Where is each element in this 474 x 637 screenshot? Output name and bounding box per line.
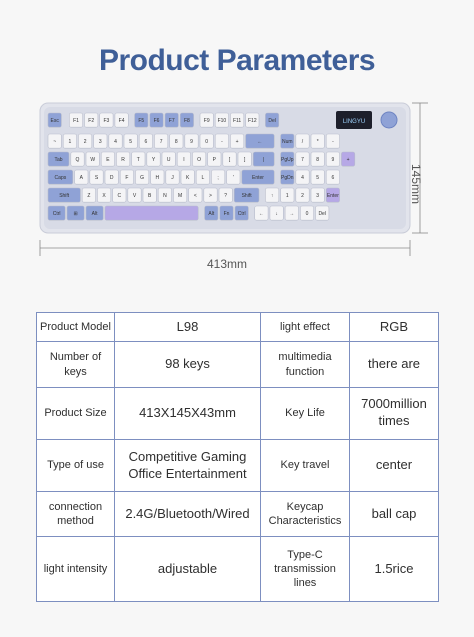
- keycap-legend: 3: [316, 193, 320, 200]
- param-value: L98: [115, 313, 261, 342]
- keycap-legend: +: [346, 157, 350, 164]
- keycap-legend: X: [102, 193, 106, 200]
- keycap-legend: 3: [98, 139, 102, 146]
- keycap-legend: Num: [282, 139, 293, 146]
- keycap-legend: Tab: [54, 157, 63, 164]
- keycap-legend: F6: [153, 118, 160, 125]
- keycap-legend: F3: [103, 118, 110, 125]
- keyboard-screen-text: LINGYU: [342, 119, 366, 125]
- keycap-legend: -: [332, 139, 334, 146]
- keycap-legend: F5: [138, 118, 145, 125]
- keycap-legend: Ctrl: [237, 211, 246, 218]
- keycap-legend: Del: [318, 211, 326, 218]
- keycap-legend: ←: [258, 211, 264, 218]
- param-value: Competitive Gaming Office Entertainment: [115, 439, 261, 491]
- keyboard-illustration: [0, 0, 474, 290]
- width-label: 413mm: [207, 257, 248, 271]
- keycap-legend: B: [148, 193, 152, 200]
- keycap-legend: /: [301, 139, 304, 146]
- param-value: adjustable: [115, 537, 261, 602]
- keycap-legend: ': [232, 175, 234, 182]
- param-label: Type of use: [37, 439, 115, 491]
- keycap-legend: Ctrl: [52, 211, 61, 218]
- keycap-legend: Y: [151, 157, 156, 164]
- keycap-legend: F12: [247, 118, 257, 125]
- keycap-legend: Q: [75, 157, 80, 164]
- param-label: Number of keys: [37, 342, 115, 387]
- keycap-legend: PgDn: [281, 175, 294, 182]
- volume-knob: [381, 112, 397, 128]
- keycap-legend: ?: [224, 193, 228, 200]
- keycap-legend: *: [316, 139, 319, 146]
- keycap-legend: <: [193, 193, 197, 200]
- keycap-legend: ↑: [270, 193, 274, 200]
- param-label: Keycap Characteristics: [261, 492, 350, 537]
- param-value: RGB: [350, 313, 439, 342]
- keycap-legend: V: [132, 193, 137, 200]
- keycap-legend: Alt: [208, 211, 215, 218]
- keycap-legend: E: [106, 157, 110, 164]
- keycap-legend: Del: [268, 118, 276, 125]
- param-value: there are: [350, 342, 439, 387]
- param-value: center: [350, 439, 439, 491]
- keycap-legend: 9: [190, 139, 193, 146]
- keycap-legend: ]: [244, 157, 246, 164]
- keycap-legend: F: [125, 175, 129, 182]
- keycap-legend: |: [263, 157, 265, 164]
- param-label: multimedia function: [261, 342, 350, 387]
- param-label: Key travel: [261, 439, 350, 491]
- keycap-legend: >: [209, 193, 212, 200]
- keycap-legend: 1: [68, 139, 72, 146]
- keycap-legend: U: [166, 157, 171, 164]
- keycap-legend: R: [121, 157, 125, 164]
- param-value: 413X145X43mm: [115, 387, 261, 439]
- param-value: 2.4G/Bluetooth/Wired: [115, 492, 261, 537]
- param-value: ball cap: [350, 492, 439, 537]
- keycap-legend: Enter: [252, 175, 264, 182]
- param-label: connection method: [37, 492, 115, 537]
- keycap-legend: I: [183, 157, 185, 164]
- table-row: [37, 492, 439, 537]
- keycap-legend: 4: [114, 139, 117, 146]
- param-label: Product Model: [37, 313, 115, 342]
- keycap-legend: 6: [331, 175, 335, 182]
- keycap-legend: 2: [83, 139, 87, 146]
- param-value: 98 keys: [115, 342, 261, 387]
- param-label: Key Life: [261, 387, 350, 439]
- keycap-legend: T: [136, 157, 140, 164]
- keycap-legend: Shift: [241, 193, 252, 200]
- keycap-legend: S: [94, 175, 99, 182]
- param-label: Product Size: [37, 387, 115, 439]
- keycap-legend: ~: [53, 139, 57, 146]
- keycap-legend: N: [163, 193, 167, 200]
- keycap-legend: 0: [305, 211, 309, 218]
- keycap-legend: +: [235, 139, 239, 146]
- keycap-legend: 0: [205, 139, 209, 146]
- keyboard-drawing: [0, 0, 474, 290]
- keycap-legend: 8: [316, 157, 320, 164]
- param-value: 1.5rice: [350, 537, 439, 602]
- keycap-legend: 7: [159, 139, 163, 146]
- keycap-legend: W: [90, 157, 96, 164]
- keycap: [105, 206, 198, 220]
- keycap-legend: Alt: [91, 211, 98, 218]
- param-label: light intensity: [37, 537, 115, 602]
- keycap-legend: 4: [301, 175, 304, 182]
- keycap-legend: Shift: [59, 193, 70, 200]
- keycap-legend: H: [155, 175, 160, 182]
- table-row: [37, 313, 439, 342]
- keycap-legend: J: [171, 175, 174, 182]
- keycap-legend: PgUp: [281, 157, 294, 164]
- keycap-legend: F11: [232, 118, 242, 125]
- keycap-legend: F8: [183, 118, 190, 125]
- keycap-legend: 1: [285, 193, 289, 200]
- keycap-legend: O: [197, 157, 202, 164]
- keycap-legend: 9: [331, 157, 335, 164]
- table-row: [37, 342, 439, 387]
- keycap-legend: K: [186, 175, 190, 182]
- table-row: [37, 439, 439, 491]
- keycap-legend: A: [79, 175, 83, 182]
- keycap-legend: D: [109, 175, 114, 182]
- param-label: Type-C transmission lines: [261, 537, 350, 602]
- keycap-legend: →: [289, 211, 295, 218]
- keycap-legend: F10: [217, 118, 227, 125]
- keycap-legend: C: [117, 193, 122, 200]
- keycap-legend: F9: [203, 118, 210, 125]
- keycap-legend: ↓: [275, 211, 278, 218]
- keycap-legend: P: [212, 157, 216, 164]
- keycap-legend: ←: [257, 139, 263, 146]
- page-title: Product Parameters: [98, 44, 376, 77]
- param-value: 7000million times: [350, 387, 439, 439]
- keycap-legend: 6: [144, 139, 148, 146]
- parameters-table: [36, 312, 439, 602]
- keycap-legend: F1: [73, 118, 79, 125]
- keycap-legend: -: [221, 139, 223, 146]
- keycap-legend: G: [140, 175, 145, 182]
- keycap-legend: Fn: [223, 211, 230, 218]
- keycap-legend: F4: [118, 118, 125, 125]
- keycap-legend: F7: [168, 118, 175, 125]
- keycap-legend: 7: [301, 157, 304, 164]
- keycap-legend: 8: [174, 139, 178, 146]
- keycap-legend: L: [201, 175, 205, 182]
- keycap-legend: ⊞: [73, 211, 78, 218]
- keycap-legend: Enter: [326, 193, 339, 200]
- param-label: light effect: [261, 313, 350, 342]
- keycap-legend: Caps: [54, 175, 67, 182]
- height-label: 145mm: [409, 164, 423, 205]
- keycap-legend: Z: [87, 193, 91, 200]
- keycap-legend: 5: [316, 175, 320, 182]
- keycap-legend: 2: [301, 193, 304, 200]
- table-row: [37, 537, 439, 602]
- keycap-legend: [: [228, 157, 231, 164]
- keycap-legend: 5: [129, 139, 133, 146]
- keycap-legend: F2: [88, 118, 95, 125]
- keycap-legend: ;: [217, 175, 219, 182]
- table-row: [37, 387, 439, 439]
- keycap-legend: M: [178, 193, 183, 200]
- keycap-legend: Esc: [50, 118, 59, 125]
